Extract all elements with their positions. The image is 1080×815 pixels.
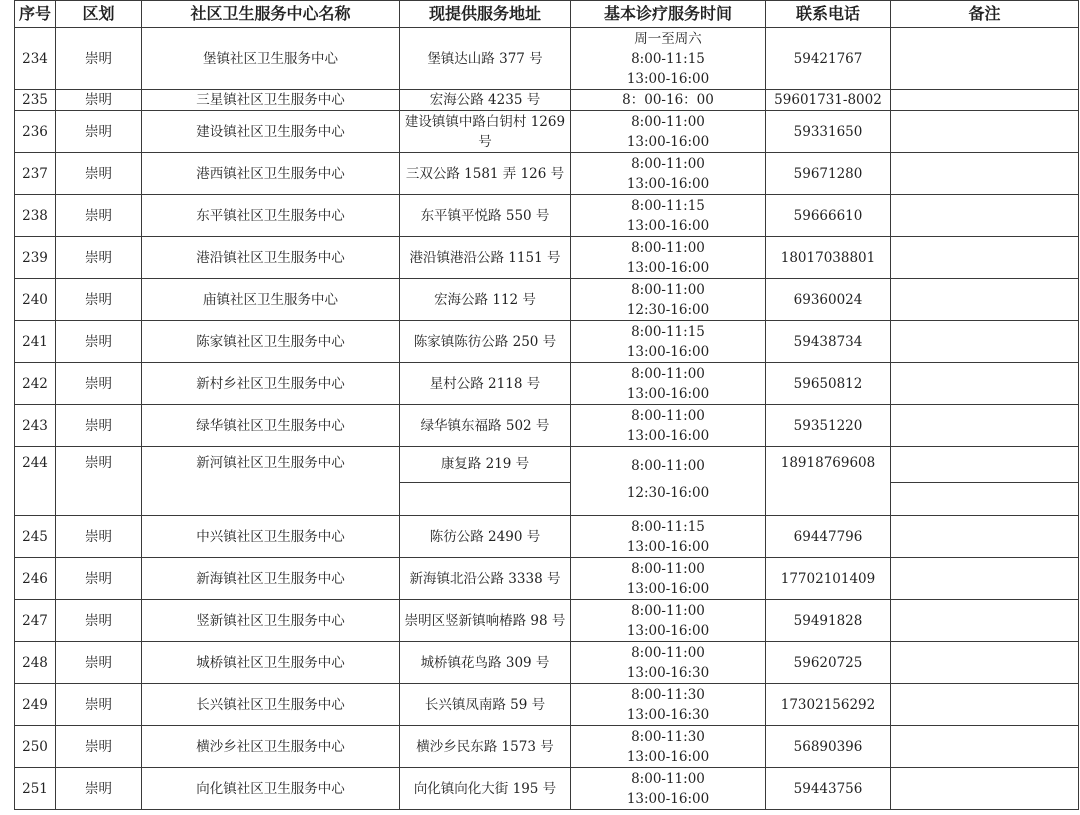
header-hours: 基本诊疗服务时间 [571,1,766,28]
cell-remark [891,195,1079,237]
cell-district: 崇明 [56,516,142,558]
hours-line: 周一至周六 [634,30,702,47]
table-row [15,516,1079,558]
cell-phone: 69360024 [766,279,891,321]
cell-no: 236 [15,111,56,153]
cell-hours [571,726,766,768]
cell-district: 崇明 [56,321,142,363]
cell-name: 港西镇社区卫生服务中心 [142,153,400,195]
table-row [15,558,1079,600]
hours-line: 8:00-11:00 [631,770,705,787]
cell-district: 崇明 [56,363,142,405]
header-no: 序号 [15,1,56,28]
cell-name: 新村乡社区卫生服务中心 [142,363,400,405]
cell-phone: 59443756 [766,768,891,810]
cell-district: 崇明 [56,642,142,684]
hours-line: 13:00-16:00 [626,175,710,192]
table-row [15,768,1079,810]
hours-line: 13:00-16:30 [626,664,710,681]
cell-address: 港沿镇港沿公路 1151 号 [400,237,571,279]
cell-remark [891,768,1079,810]
cell-address: 宏海公路 4235 号 [400,90,571,111]
cell-hours [571,111,766,153]
cell-district: 崇明 [56,768,142,810]
cell-hours [571,195,766,237]
cell-name: 向化镇社区卫生服务中心 [142,768,400,810]
table-row [15,237,1079,279]
cell-remark [891,28,1079,90]
hours-line: 12:30-16:00 [626,484,710,501]
table-row [15,447,1079,516]
cell-name: 庙镇社区卫生服务中心 [142,279,400,321]
cell-no: 244 [15,447,56,516]
cell-no: 234 [15,28,56,90]
table-row [15,726,1079,768]
cell-no: 245 [15,516,56,558]
cell-hours [571,363,766,405]
cell-district: 崇明 [56,153,142,195]
cell-remark [891,726,1079,768]
cell-remark [891,516,1079,558]
header-name: 社区卫生服务中心名称 [142,1,400,28]
cell-remark [891,684,1079,726]
cell-district: 崇明 [56,237,142,279]
hours-line: 8:00-11:00 [631,155,705,172]
hours-line: 8：00-16：00 [622,92,714,108]
cell-remark [891,363,1079,405]
cell-name: 陈家镇社区卫生服务中心 [142,321,400,363]
table-row [15,279,1079,321]
table-row [15,642,1079,684]
table-row [15,153,1079,195]
cell-phone: 59601731-8002 [766,90,891,111]
hours-line: 13:00-16:00 [626,622,710,639]
cell-address: 宏海公路 112 号 [400,279,571,321]
cell-hours [571,321,766,363]
cell-phone: 18918769608 [766,447,891,516]
cell-remark [891,90,1079,111]
cell-phone: 69447796 [766,516,891,558]
cell-remark [891,405,1079,447]
cell-phone: 59666610 [766,195,891,237]
cell-district: 崇明 [56,405,142,447]
header-row [15,1,1079,28]
hours-line: 8:00-11:15 [631,197,705,214]
hours-line: 13:00-16:00 [626,748,710,765]
cell-hours [571,153,766,195]
cell-remark [891,642,1079,684]
cell-district: 崇明 [56,600,142,642]
cell-address: 堡镇达山路 377 号 [400,28,571,90]
cell-remark [891,111,1079,153]
cell-district: 崇明 [56,90,142,111]
header-district: 区划 [56,1,142,28]
cell-hours [571,28,766,90]
table-row [15,321,1079,363]
hours-line: 13:00-16:00 [626,259,710,276]
hours-line: 13:00-16:30 [626,706,710,723]
cell-name: 中兴镇社区卫生服务中心 [142,516,400,558]
cell-phone: 59438734 [766,321,891,363]
cell-no: 243 [15,405,56,447]
cell-name: 三星镇社区卫生服务中心 [142,90,400,111]
cell-remark [891,279,1079,321]
hours-line: 8:00-11:00 [631,560,705,577]
cell-district: 崇明 [56,684,142,726]
cell-hours [571,684,766,726]
cell-name: 新河镇社区卫生服务中心 [142,447,400,516]
hours-line: 13:00-16:00 [626,343,710,360]
cell-address: 向化镇向化大街 195 号 [400,768,571,810]
cell-phone: 59620725 [766,642,891,684]
cell-address: 三双公路 1581 弄 126 号 [400,153,571,195]
hours-line: 8:00-11:15 [631,323,705,340]
cell-remark [891,321,1079,363]
cell-no: 240 [15,279,56,321]
cell-address: 陈彷公路 2490 号 [400,516,571,558]
cell-phone: 59671280 [766,153,891,195]
cell-no: 239 [15,237,56,279]
cell-address: 陈家镇陈彷公路 250 号 [400,321,571,363]
cell-no: 250 [15,726,56,768]
health-center-table [14,0,1079,810]
cell-hours [571,447,766,516]
cell-remark [891,447,1079,516]
cell-no: 248 [15,642,56,684]
cell-name: 城桥镇社区卫生服务中心 [142,642,400,684]
cell-district: 崇明 [56,279,142,321]
cell-phone: 59331650 [766,111,891,153]
cell-hours [571,237,766,279]
cell-hours [571,90,766,111]
cell-name: 建设镇社区卫生服务中心 [142,111,400,153]
cell-address: 绿华镇东福路 502 号 [400,405,571,447]
hours-line: 13:00-16:00 [626,217,710,234]
cell-no: 242 [15,363,56,405]
cell-no: 247 [15,600,56,642]
cell-hours [571,405,766,447]
cell-address [400,447,571,516]
cell-no: 251 [15,768,56,810]
cell-district: 崇明 [56,195,142,237]
cell-no: 235 [15,90,56,111]
header-phone: 联系电话 [766,1,891,28]
hours-line: 13:00-16:00 [626,385,710,402]
cell-phone: 18017038801 [766,237,891,279]
cell-no: 246 [15,558,56,600]
cell-address: 建设镇镇中路白钥村 1269 号 [400,111,571,153]
cell-hours [571,768,766,810]
table-row [15,684,1079,726]
hours-line: 8:00-11:00 [631,457,705,474]
table-row [15,363,1079,405]
cell-hours [571,558,766,600]
hours-line: 8:00-11:00 [631,113,705,130]
cell-phone: 59421767 [766,28,891,90]
table-row [15,195,1079,237]
cell-district: 崇明 [56,447,142,516]
hours-line: 8:00-11:30 [631,686,705,703]
cell-district: 崇明 [56,111,142,153]
cell-address: 星村公路 2118 号 [400,363,571,405]
cell-hours [571,642,766,684]
hours-line: 8:00-11:00 [631,644,705,661]
cell-remark [891,600,1079,642]
cell-address: 长兴镇凤南路 59 号 [400,684,571,726]
hours-line: 13:00-16:00 [626,538,710,555]
cell-no: 249 [15,684,56,726]
hours-line: 13:00-16:00 [626,580,710,597]
table-row [15,28,1079,90]
table-row [15,405,1079,447]
cell-hours [571,279,766,321]
hours-line: 8:00-11:00 [631,407,705,424]
header-remark: 备注 [891,1,1079,28]
cell-remark [891,153,1079,195]
cell-name: 竖新镇社区卫生服务中心 [142,600,400,642]
hours-line: 8:00-11:00 [631,281,705,298]
cell-phone: 59650812 [766,363,891,405]
cell-address: 东平镇平悦路 550 号 [400,195,571,237]
hours-line: 13:00-16:00 [626,427,710,444]
hours-line: 8:00-11:15 [631,518,705,535]
cell-hours [571,516,766,558]
cell-address: 城桥镇花鸟路 309 号 [400,642,571,684]
cell-phone: 59491828 [766,600,891,642]
cell-phone: 59351220 [766,405,891,447]
cell-name: 横沙乡社区卫生服务中心 [142,726,400,768]
cell-address: 横沙乡民东路 1573 号 [400,726,571,768]
hours-line: 8:00-11:15 [631,50,705,67]
cell-name: 绿华镇社区卫生服务中心 [142,405,400,447]
table-row [15,111,1079,153]
cell-district: 崇明 [56,726,142,768]
cell-address: 新海镇北沿公路 3338 号 [400,558,571,600]
hours-line: 13:00-16:00 [626,790,710,807]
hours-line: 13:00-16:00 [626,70,710,87]
cell-name: 港沿镇社区卫生服务中心 [142,237,400,279]
hours-line: 8:00-11:00 [631,365,705,382]
hours-line: 8:00-11:00 [631,239,705,256]
cell-no: 237 [15,153,56,195]
table-row [15,90,1079,111]
cell-address-text: 康复路 219 号 [400,447,570,483]
table-row [15,600,1079,642]
cell-name: 堡镇社区卫生服务中心 [142,28,400,90]
cell-phone: 56890396 [766,726,891,768]
cell-district: 崇明 [56,558,142,600]
hours-line: 12:30-16:00 [626,301,710,318]
cell-remark [891,237,1079,279]
cell-district: 崇明 [56,28,142,90]
cell-name: 新海镇社区卫生服务中心 [142,558,400,600]
hours-line: 8:00-11:30 [631,728,705,745]
cell-phone: 17702101409 [766,558,891,600]
cell-phone: 17302156292 [766,684,891,726]
cell-no: 241 [15,321,56,363]
cell-no: 238 [15,195,56,237]
hours-line: 8:00-11:00 [631,602,705,619]
hours-line: 13:00-16:00 [626,133,710,150]
cell-name: 东平镇社区卫生服务中心 [142,195,400,237]
cell-remark [891,558,1079,600]
cell-name: 长兴镇社区卫生服务中心 [142,684,400,726]
cell-address: 崇明区竖新镇响椿路 98 号 [400,600,571,642]
header-address: 现提供服务地址 [400,1,571,28]
cell-hours [571,600,766,642]
